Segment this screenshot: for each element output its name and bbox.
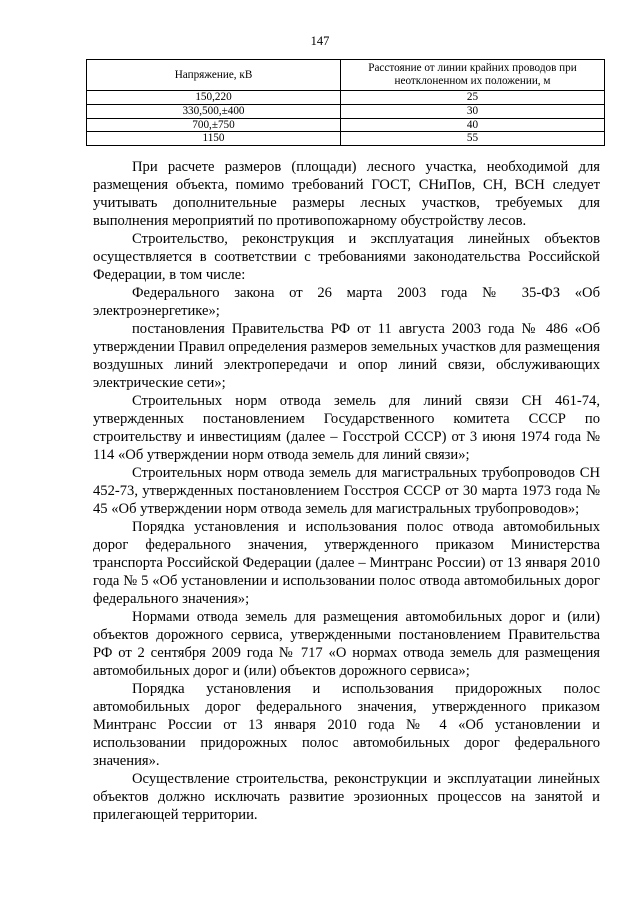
table-cell-distance: 55 [341, 132, 605, 146]
table-cell-distance: 25 [341, 91, 605, 105]
voltage-distance-table [86, 59, 605, 146]
paragraph-erosion: Осуществление строительства, реконструкции и эксплуатации линейных объектов должно исключать развитие эрозионных процессов на занятой и прилегающей территории. [93, 771, 600, 823]
paragraph-right-of-way-order: Порядка установления и использования полос отвода автомобильных дорог федерального значения, утвержденного приказом Министерства транспорта Российской Федерации (далее – Минтранс России) от 13 января 2010 года № 5 «Об установлении и использовании полос отвода автомобильных дорог федерального значения»; [93, 519, 600, 607]
table-cell-voltage: 1150 [87, 132, 341, 146]
table-header-distance: Расстояние от линии крайних проводов при неотклоненном их положении, м [341, 60, 605, 91]
paragraph-federal-law: Федерального закона от 26 марта 2003 года № 35-ФЗ «Об электроэнергетике»; [93, 285, 600, 319]
table-cell-distance: 40 [341, 118, 605, 132]
paragraph-government-decree-486: постановления Правительства РФ от 11 августа 2003 года № 486 «Об утверждении Правил определения размеров земельных участков для размещения воздушных линий электропередачи и опор линий связи, обслуживающих электрические сети»; [93, 321, 600, 391]
table-cell-voltage: 700,±750 [87, 118, 341, 132]
table-cell-distance: 30 [341, 104, 605, 118]
table-row [87, 91, 605, 105]
paragraph-construction-intro: Строительство, реконструкция и эксплуатация линейных объектов осуществляется в соответствии с требованиями законодательства Российской Федерации, в том числе: [93, 231, 600, 283]
table-row [87, 132, 605, 146]
table-cell-voltage: 150,220 [87, 91, 341, 105]
paragraph-sn-452-73: Строительных норм отвода земель для магистральных трубопроводов СН 452-73, утвержденных постановлением Госстроя СССР от 30 марта 1973 года № 45 «Об утверждении норм отвода земель для магистральных трубопроводов»; [93, 465, 600, 517]
table-header-voltage: Напряжение, кВ [87, 60, 341, 91]
paragraph-area-calculation: При расчете размеров (площади) лесного участка, необходимой для размещения объекта, помимо требований ГОСТ, СНиПов, СН, ВСН следует учитывать дополнительные размеры лесных участков, требуемых для выполнения мероприятий по противопожарному обустройству лесов. [93, 159, 600, 229]
table-cell-voltage: 330,500,±400 [87, 104, 341, 118]
paragraph-roadside-strips-order: Порядка установления и использования придорожных полос автомобильных дорог федерального значения, утвержденного приказом Минтранс России от 13 января 2010 года № 4 «Об установлении и использовании придорожных полос автомобильных дорог федерального значения». [93, 681, 600, 769]
table-header-row [87, 60, 605, 91]
table-row [87, 104, 605, 118]
page-number: 147 [310, 34, 330, 48]
paragraph-decree-717: Нормами отвода земель для размещения автомобильных дорог и (или) объектов дорожного сервиса, утвержденными постановлением Правительства РФ от 2 сентября 2009 года № 717 «О нормах отвода земель для размещения автомобильных дорог и (или) объектов дорожного сервиса»; [93, 609, 600, 679]
table-row [87, 118, 605, 132]
body-text [93, 158, 600, 824]
paragraph-sn-461-74: Строительных норм отвода земель для линий связи СН 461-74, утвержденных постановлением Государственного комитета СССР по строительству и инвестициям (далее – Госстрой СССР) от 3 июня 1974 года № 114 «Об утверждении норм отвода земель для линий связи»; [93, 393, 600, 463]
